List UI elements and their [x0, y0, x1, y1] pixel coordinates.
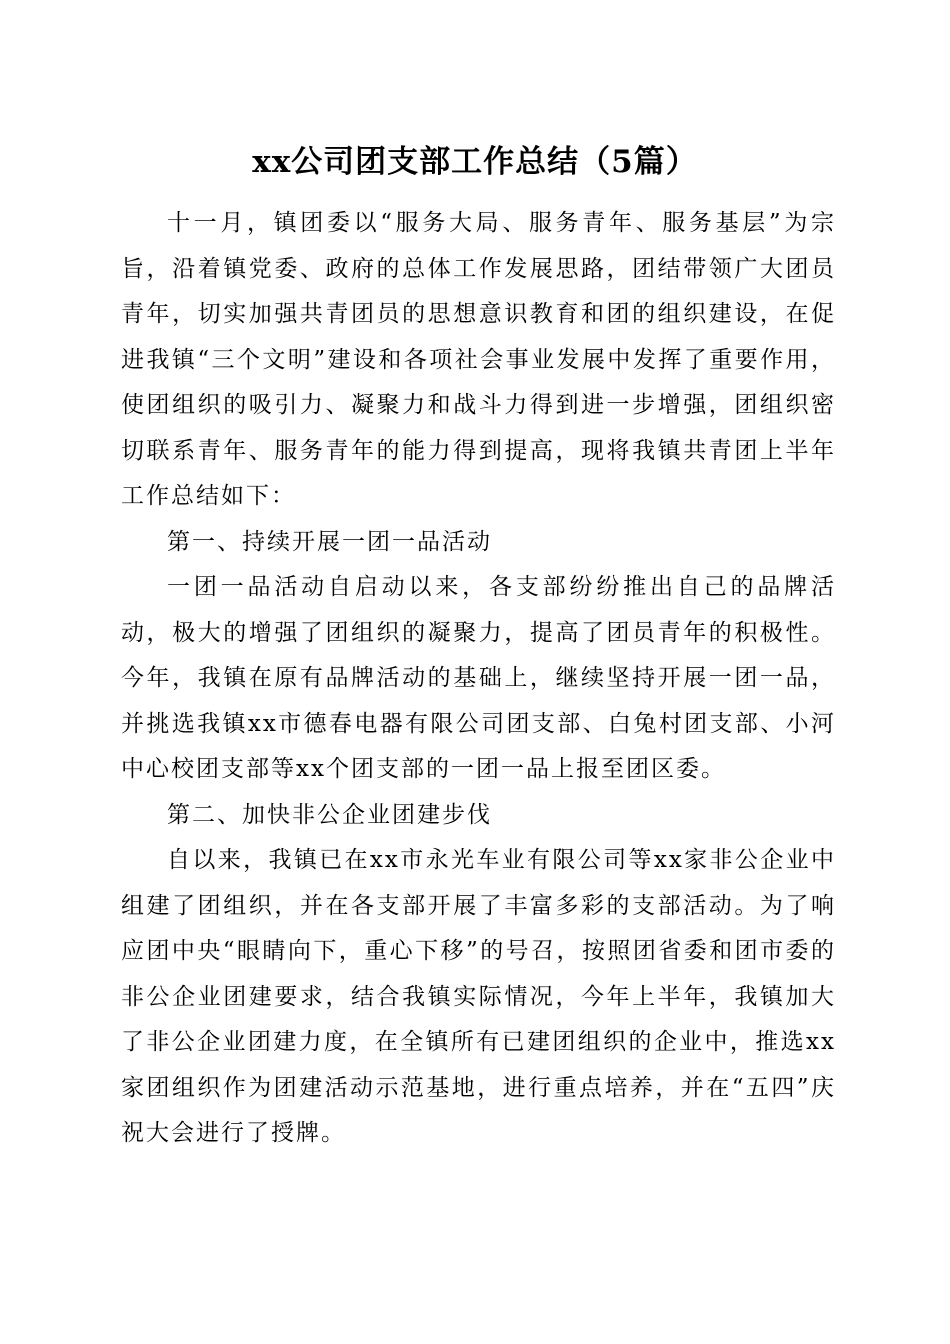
- document-title: xx公司团支部工作总结（5篇）: [252, 144, 698, 180]
- section-heading-1: 第一、持续开展一团一品活动: [167, 528, 492, 555]
- document-body: [121, 201, 836, 1157]
- section-paragraph-2: 自以来，我镇已在xx市永光车业有限公司等xx家非公企业中组建了团组织，并在各支部开展了丰富多彩的支部活动。为了响应团中央“眼睛向下，重心下移”的号召，按照团省委和团市委的非公企业团建要求，结合我镇实际情况，今年上半年，我镇加大了非公企业团建力度，在全镇所有已建团组织的企业中，推选xx家团组织作为团建活动示范基地，进行重点培养，并在“五四”庆祝大会进行了授牌。: [121, 847, 836, 1146]
- section-paragraph-1: 一团一品活动自启动以来，各支部纷纷推出自己的品牌活动，极大的增强了团组织的凝聚力，提高了团员青年的积极性。今年，我镇在原有品牌活动的基础上，继续坚持开展一团一品，并挑选我镇xx市德春电器有限公司团支部、白兔村团支部、小河中心校团支部等xx个团支部的一团一品上报至团区委。: [121, 574, 836, 782]
- section-heading-2: 第二、加快非公企业团建步伐: [167, 801, 492, 828]
- intro-paragraph: 十一月，镇团委以“服务大局、服务青年、服务基层”为宗旨，沿着镇党委、政府的总体工作发展思路，团结带领广大团员青年，切实加强共青团员的思想意识教育和团的组织建设，在促进我镇“三个文明”建设和各项社会事业发展中发挥了重要作用，使团组织的吸引力、凝聚力和战斗力得到进一步增强，团组织密切联系青年、服务青年的能力得到提高，现将我镇共青团上半年工作总结如下：: [121, 210, 836, 509]
